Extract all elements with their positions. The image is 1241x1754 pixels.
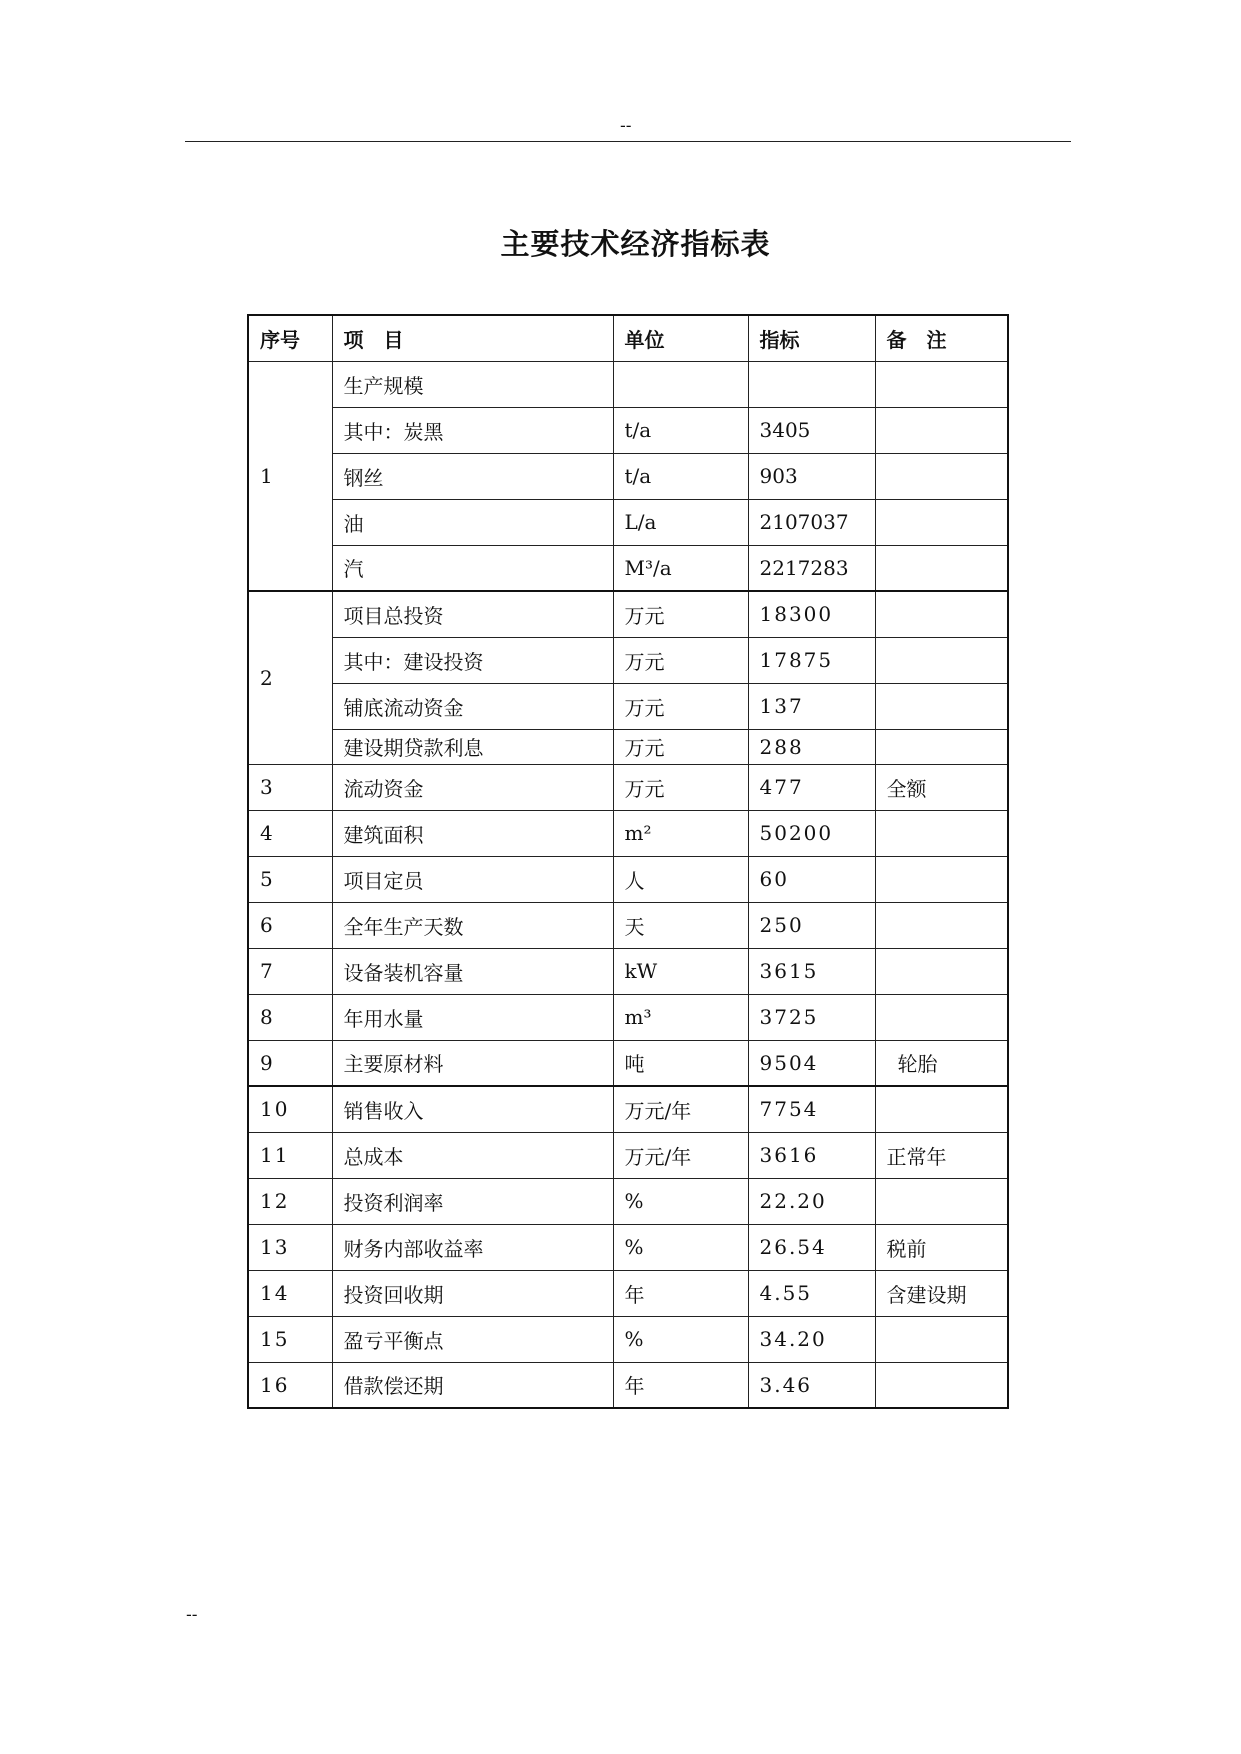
table-row (248, 902, 1008, 948)
cell-unit: 万元 (613, 683, 748, 729)
cell-item: 财务内部收益率 (332, 1224, 613, 1270)
cell-item: 盈亏平衡点 (332, 1316, 613, 1362)
table-row (248, 1362, 1008, 1408)
table-row (248, 1086, 1008, 1132)
cell-value: 2217283 (748, 545, 875, 591)
cell-note (875, 361, 1008, 407)
header-unit: 单位 (613, 315, 748, 361)
cell-value: 137 (748, 683, 875, 729)
cell-item: 汽 (332, 545, 613, 591)
cell-note (875, 1086, 1008, 1132)
cell-note (875, 637, 1008, 683)
cell-value: 4.55 (748, 1270, 875, 1316)
cell-value (748, 361, 875, 407)
table-row (248, 1270, 1008, 1316)
cell-note: 轮胎 (875, 1040, 1008, 1086)
indicator-table (247, 314, 1009, 1409)
cell-unit (613, 361, 748, 407)
cell-no: 5 (248, 856, 332, 902)
table-row (248, 361, 1008, 407)
cell-no: 6 (248, 902, 332, 948)
header-mark: -- (620, 116, 632, 135)
table-row (248, 453, 1008, 499)
cell-note (875, 453, 1008, 499)
cell-item: 钢丝 (332, 453, 613, 499)
cell-unit: m³ (613, 994, 748, 1040)
cell-no: 3 (248, 764, 332, 810)
cell-value: 3615 (748, 948, 875, 994)
cell-item: 项目定员 (332, 856, 613, 902)
table-row (248, 407, 1008, 453)
table-row (248, 1316, 1008, 1362)
cell-unit: m² (613, 810, 748, 856)
cell-unit: L/a (613, 499, 748, 545)
cell-note (875, 499, 1008, 545)
page-title: 主要技术经济指标表 (500, 227, 771, 261)
table-row (248, 856, 1008, 902)
cell-note (875, 545, 1008, 591)
cell-value: 26.54 (748, 1224, 875, 1270)
cell-item: 铺底流动资金 (332, 683, 613, 729)
cell-note (875, 810, 1008, 856)
cell-note (875, 1178, 1008, 1224)
header-value: 指标 (748, 315, 875, 361)
table-row (248, 545, 1008, 591)
header-rule (185, 141, 1071, 142)
cell-note (875, 948, 1008, 994)
cell-value: 477 (748, 764, 875, 810)
cell-unit: kW (613, 948, 748, 994)
cell-item: 流动资金 (332, 764, 613, 810)
cell-unit: 万元 (613, 729, 748, 764)
cell-no: 11 (248, 1132, 332, 1178)
cell-no: 7 (248, 948, 332, 994)
cell-unit: % (613, 1224, 748, 1270)
cell-item: 全年生产天数 (332, 902, 613, 948)
cell-unit: M³/a (613, 545, 748, 591)
cell-value: 3.46 (748, 1362, 875, 1408)
cell-note (875, 1362, 1008, 1408)
table-row (248, 499, 1008, 545)
cell-value: 288 (748, 729, 875, 764)
cell-item: 投资回收期 (332, 1270, 613, 1316)
cell-item: 主要原材料 (332, 1040, 613, 1086)
header-no: 序号 (248, 315, 332, 361)
footer-mark: -- (186, 1605, 198, 1624)
cell-unit: 年 (613, 1270, 748, 1316)
cell-value: 7754 (748, 1086, 875, 1132)
table-row (248, 591, 1008, 637)
cell-unit: % (613, 1316, 748, 1362)
cell-item: 销售收入 (332, 1086, 613, 1132)
cell-value: 3405 (748, 407, 875, 453)
cell-note: 含建设期 (875, 1270, 1008, 1316)
cell-unit: 人 (613, 856, 748, 902)
cell-note (875, 1316, 1008, 1362)
cell-note: 正常年 (875, 1132, 1008, 1178)
cell-unit: 天 (613, 902, 748, 948)
table-row (248, 948, 1008, 994)
table-row (248, 1224, 1008, 1270)
cell-note (875, 902, 1008, 948)
cell-unit: 万元 (613, 637, 748, 683)
cell-item: 年用水量 (332, 994, 613, 1040)
cell-note (875, 591, 1008, 637)
cell-item: 总成本 (332, 1132, 613, 1178)
cell-value: 60 (748, 856, 875, 902)
cell-item: 设备装机容量 (332, 948, 613, 994)
table-row (248, 637, 1008, 683)
cell-unit: t/a (613, 407, 748, 453)
cell-value: 34.20 (748, 1316, 875, 1362)
cell-no: 12 (248, 1178, 332, 1224)
cell-note (875, 407, 1008, 453)
cell-note (875, 994, 1008, 1040)
cell-item: 生产规模 (332, 361, 613, 407)
cell-unit: t/a (613, 453, 748, 499)
cell-note (875, 729, 1008, 764)
cell-unit: 万元 (613, 764, 748, 810)
cell-no: 8 (248, 994, 332, 1040)
cell-unit: 吨 (613, 1040, 748, 1086)
cell-item: 建设期贷款利息 (332, 729, 613, 764)
header-note: 备 注 (875, 315, 1008, 361)
cell-value: 17875 (748, 637, 875, 683)
cell-value: 3616 (748, 1132, 875, 1178)
cell-item: 投资利润率 (332, 1178, 613, 1224)
cell-unit: 万元/年 (613, 1132, 748, 1178)
table-row (248, 683, 1008, 729)
table-row (248, 810, 1008, 856)
cell-unit: 万元/年 (613, 1086, 748, 1132)
cell-value: 3725 (748, 994, 875, 1040)
cell-note (875, 683, 1008, 729)
table-row (248, 729, 1008, 764)
cell-no: 10 (248, 1086, 332, 1132)
cell-no: 1 (248, 361, 332, 591)
cell-item: 油 (332, 499, 613, 545)
table-row (248, 994, 1008, 1040)
cell-no: 16 (248, 1362, 332, 1408)
cell-unit: % (613, 1178, 748, 1224)
cell-value: 9504 (748, 1040, 875, 1086)
cell-item: 借款偿还期 (332, 1362, 613, 1408)
table-row (248, 1178, 1008, 1224)
cell-note: 全额 (875, 764, 1008, 810)
cell-no: 13 (248, 1224, 332, 1270)
cell-value: 2107037 (748, 499, 875, 545)
cell-no: 15 (248, 1316, 332, 1362)
cell-unit: 万元 (613, 591, 748, 637)
cell-value: 22.20 (748, 1178, 875, 1224)
cell-no: 4 (248, 810, 332, 856)
cell-no: 2 (248, 591, 332, 764)
cell-item: 建筑面积 (332, 810, 613, 856)
cell-no: 14 (248, 1270, 332, 1316)
cell-value: 903 (748, 453, 875, 499)
cell-value: 50200 (748, 810, 875, 856)
header-item: 项 目 (332, 315, 613, 361)
table-header-row (248, 315, 1008, 361)
table-row (248, 764, 1008, 810)
cell-note: 税前 (875, 1224, 1008, 1270)
cell-value: 250 (748, 902, 875, 948)
cell-note (875, 856, 1008, 902)
cell-unit: 年 (613, 1362, 748, 1408)
cell-no: 9 (248, 1040, 332, 1086)
cell-item: 其中：建设投资 (332, 637, 613, 683)
table-row (248, 1040, 1008, 1086)
table-row (248, 1132, 1008, 1178)
cell-item: 其中：炭黑 (332, 407, 613, 453)
cell-value: 18300 (748, 591, 875, 637)
cell-item: 项目总投资 (332, 591, 613, 637)
